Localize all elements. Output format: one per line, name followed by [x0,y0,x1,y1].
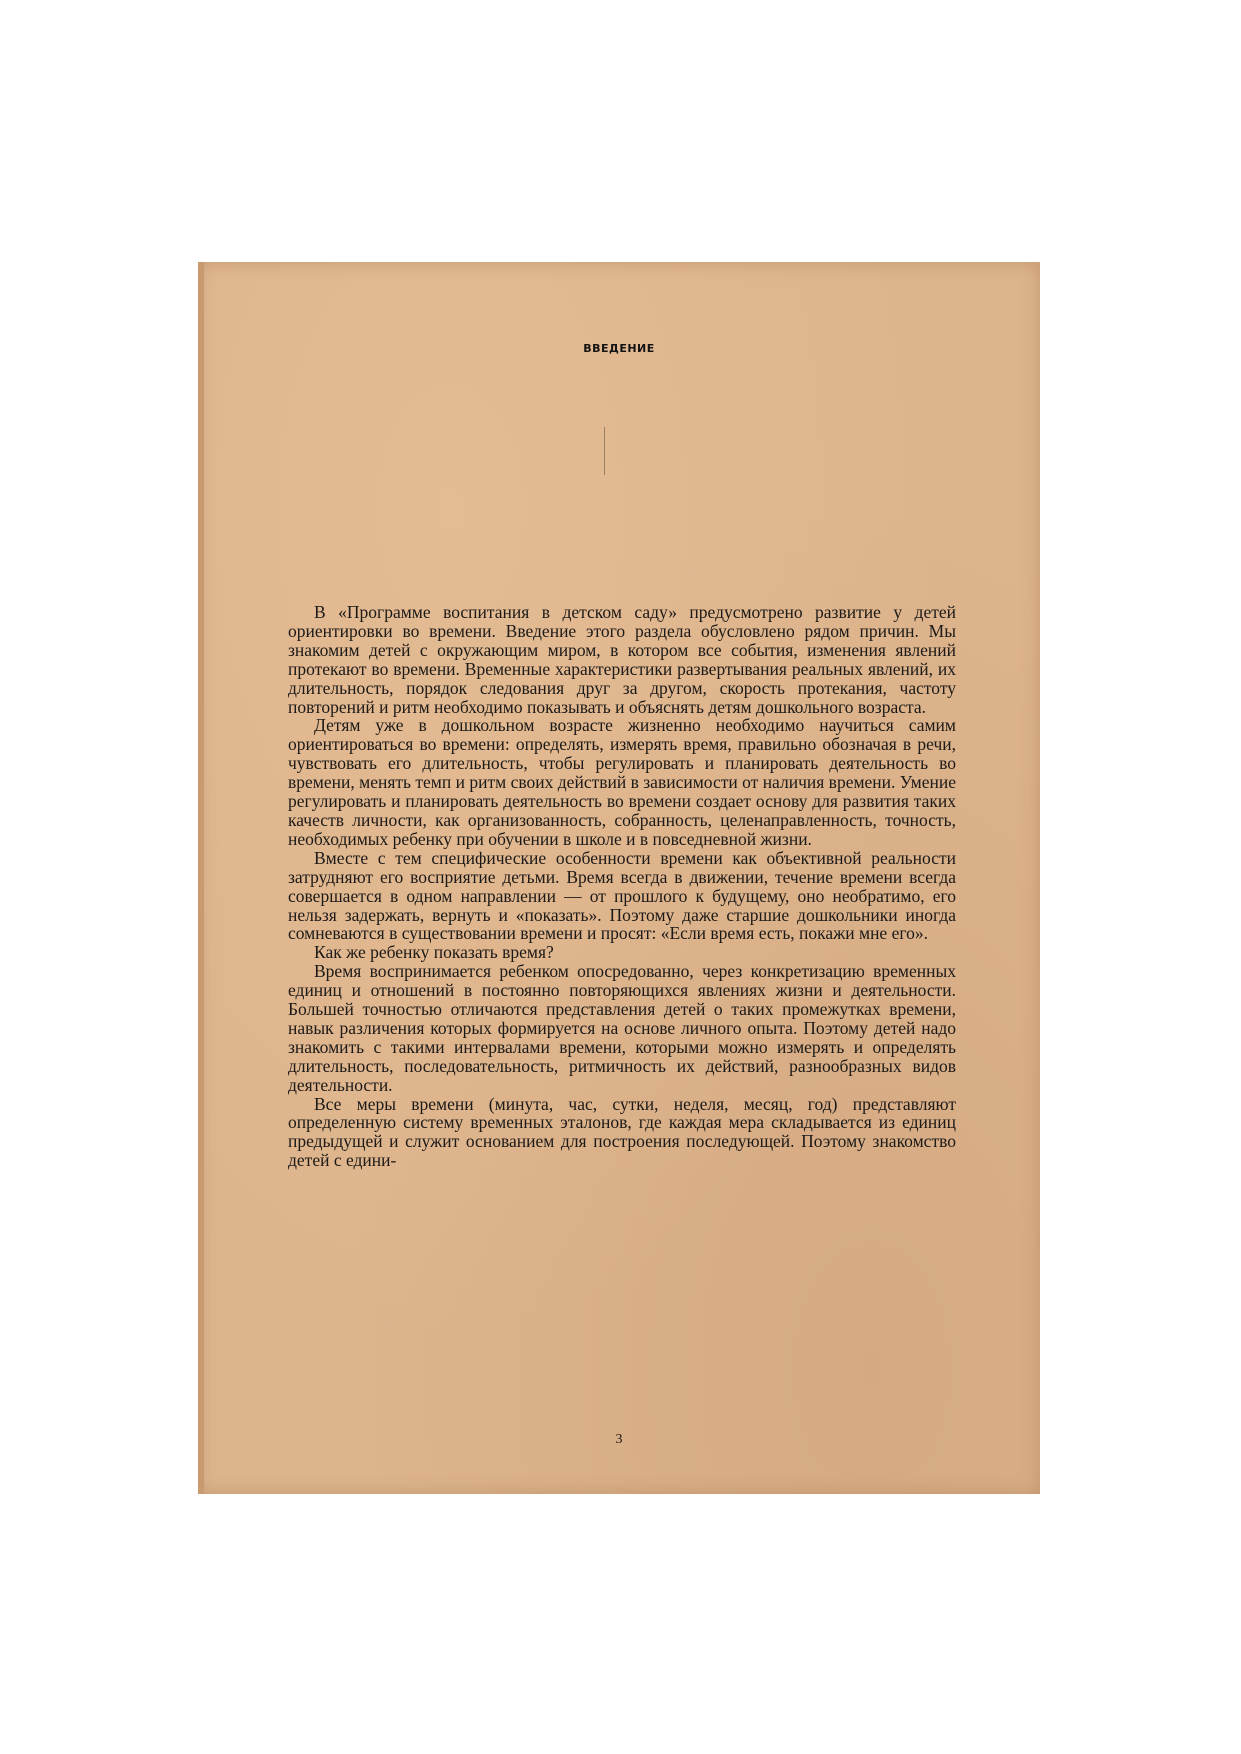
paragraph: Время воспринимается ребенком опосредованно, через конкретизацию временных единиц и отношений в постоянно повторяющихся явлениях жизни и деятельности. Большей точностью отличаются представления детей о таких промежутках времени, навык различения которых формируется на основе личного опыта. Поэтому детей надо знакомить с такими интервалами времени, которыми можно измерять и определять длительность, последовательность, ритмичность их действий, разнообразных видов деятельности. [288,961,956,1095]
chapter-heading: ВВЕДЕНИЕ [583,342,655,355]
paragraph: В «Программе воспитания в детском саду» предусмотрено развитие у детей ориентировки во времени. Введение этого раздела обусловлено рядом причин. Мы знакомим детей с окружающим миром, в котором все события, изменения явлений протекают во времени. Временные характеристики развертывания реальных явлений, их длительность, порядок следования друг за другом, скорость протекания, частоту повторений и ритм необходимо показывать и объяснять детям дошкольного возраста. [288,602,956,717]
paragraph: Детям уже в дошкольном возрасте жизненно необходимо научиться самим ориентироваться во времени: определять, измерять время, правильно обозначая в речи, чувствовать его длительность, чтобы регулировать и планировать деятельность во времени, менять темп и ритм своих действий в зависимости от наличия времени. Умение регулировать и планировать деятельность во времени создает основу для развития таких качеств личности, как организованность, собранность, целенаправленность, точность, необходимых ребенку при обучении в школе и в повседневной жизни. [288,715,956,849]
binding-edge [198,262,204,1494]
paragraph: Все меры времени (минута, час, сутки, неделя, месяц, год) представляют определенную систему временных эталонов, где каждая мера складывается из единиц предыдущей и служит основанием для построения последующей. Поэтому знакомство детей с едини- [288,1093,956,1171]
body-text [288,603,956,1170]
paper-sheet [198,262,1040,1494]
scan-mark [604,427,605,475]
page-number: 3 [615,1432,623,1447]
paragraph: Как же ребенку показать время? [314,942,554,963]
paragraph: Вместе с тем специфические особенности времени как объективной реальности затрудняют его восприятие детьми. Время всегда в движении, течение времени всегда совершается в одном направлении — от прошлого к будущему, оно необратимо, его нельзя задержать, вернуть и «показать». Поэтому даже старшие дошкольники иногда сомневаются в существовании времени и просят: «Если время есть, покажи мне его». [288,847,956,944]
